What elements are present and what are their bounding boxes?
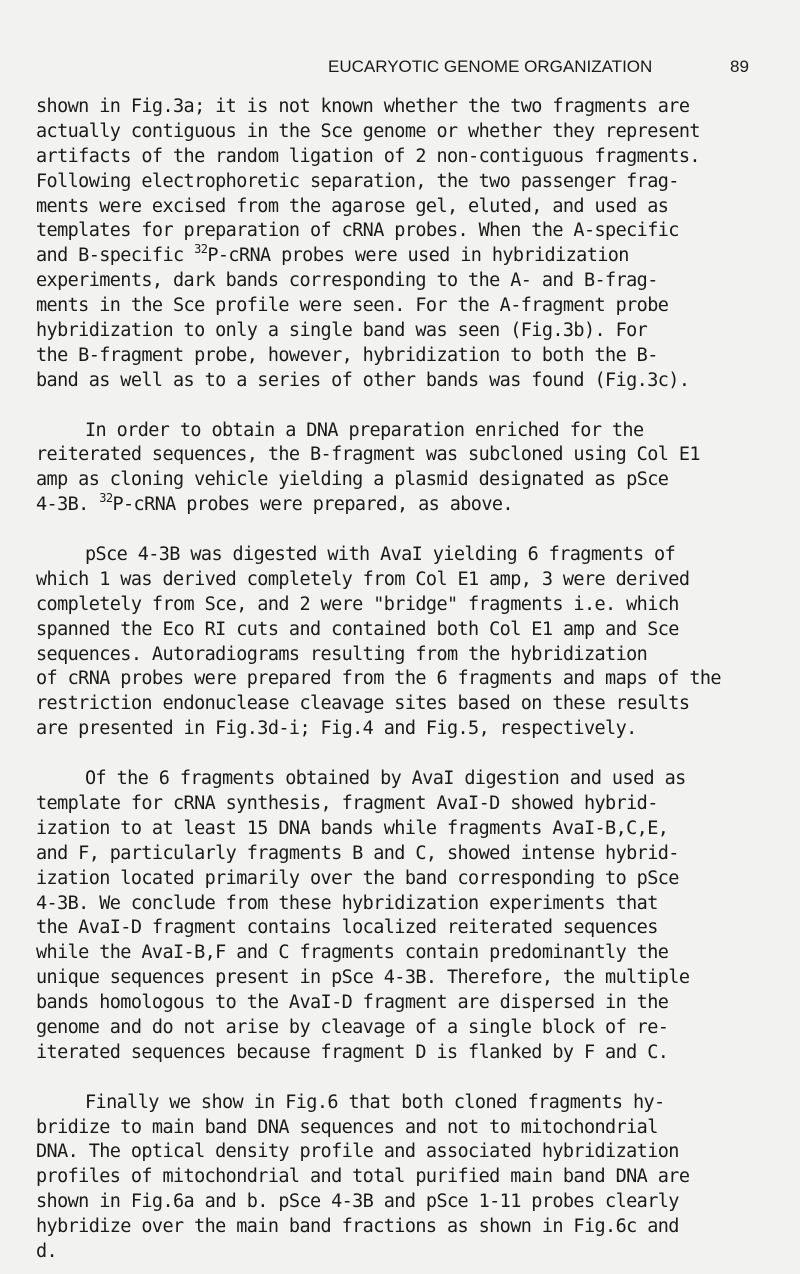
text-line: templates for preparation of cRNA probes. When the A-specific — [36, 220, 679, 242]
paragraph — [36, 95, 796, 394]
text-line: band as well as to a series of other bands was found (Fig.3c). — [36, 369, 690, 391]
text-line: experiments, dark bands corresponding to the A- and B-frag- — [36, 270, 658, 292]
text-line: artifacts of the random ligation of 2 non-contiguous fragments. — [36, 145, 700, 167]
text-line: which 1 was derived completely from Col E1 amp, 3 were derived — [36, 568, 690, 590]
text-line: hybridization to only a single band was seen (Fig.3b). For — [36, 320, 648, 342]
paragraph — [36, 1091, 796, 1265]
text-line: actually contiguous in the Sce genome or whether they represent — [36, 120, 700, 142]
text-line: while the AvaI-B,F and C fragments contain predominantly the — [36, 942, 669, 964]
text-line: completely from Sce, and 2 were "bridge" fragments i.e. which — [36, 593, 679, 615]
isotope-superscript: 32 — [99, 491, 113, 506]
text-line: ments were excised from the agarose gel, eluted, and used as — [36, 195, 669, 217]
text-line: template for cRNA synthesis, fragment AvaI-D showed hybrid- — [36, 792, 658, 814]
text-line — [36, 244, 796, 269]
text-line: DNA. The optical density profile and associated hybridization — [36, 1141, 679, 1163]
paragraph — [36, 419, 796, 519]
text-line: 4-3B. We conclude from these hybridization experiments that — [36, 892, 658, 914]
text-line: spanned the Eco RI cuts and contained both Col E1 amp and Sce — [36, 618, 679, 640]
text-line: and F, particularly fragments B and C, showed intense hybrid- — [36, 842, 679, 864]
page-header — [0, 57, 800, 81]
text-fragment: 4-3B. — [36, 494, 100, 516]
text-fragment: P-cRNA probes were prepared, as above. — [112, 494, 513, 516]
text-fragment: P-cRNA probes were used in hybridization — [207, 245, 629, 267]
text-line: In order to obtain a DNA preparation enriched for the — [85, 419, 644, 441]
text-line: restriction endonuclease cleavage sites based on these results — [36, 693, 690, 715]
text-line: are presented in Fig.3d-i; Fig.4 and Fig.5, respectively. — [36, 718, 637, 740]
text-line: pSce 4-3B was digested with AvaI yielding 6 fragments of — [85, 544, 676, 566]
text-line: d. — [36, 1240, 58, 1262]
text-line: the B-fragment probe, however, hybridization to both the B- — [36, 344, 658, 366]
text-line: of cRNA probes were prepared from the 6 fragments and maps of the — [36, 668, 721, 690]
page-number: 89 — [730, 57, 749, 76]
text-fragment: and B-specific — [36, 245, 195, 267]
text-line: genome and do not arise by cleavage of a single block of re- — [36, 1016, 669, 1038]
text-line — [36, 493, 796, 518]
text-line: Finally we show in Fig.6 that both cloned fragments hy- — [85, 1091, 665, 1113]
text-line: ments in the Sce profile were seen. For the A-fragment probe — [36, 295, 669, 317]
body-text — [36, 95, 796, 1265]
text-line: unique sequences present in pSce 4-3B. Therefore, the multiple — [36, 967, 690, 989]
text-line: shown in Fig.6a and b. pSce 4-3B and pSce 1-11 probes clearly — [36, 1191, 679, 1213]
text-line: reiterated sequences, the B-fragment was subcloned using Col E1 — [36, 444, 700, 466]
text-line: shown in Fig.3a; it is not known whether the two fragments are — [36, 96, 690, 117]
text-line: bridize to main band DNA sequences and not to mitochondrial — [36, 1116, 658, 1138]
text-line: ization located primarily over the band corresponding to pSce — [36, 867, 679, 889]
text-line: amp as cloning vehicle yielding a plasmid designated as pSce — [36, 469, 669, 491]
text-line: profiles of mitochondrial and total purified main band DNA are — [36, 1166, 690, 1188]
text-line: Of the 6 fragments obtained by AvaI digestion and used as — [85, 768, 686, 790]
text-line: hybridize over the main band fractions as shown in Fig.6c and — [36, 1216, 679, 1238]
text-line: iterated sequences because fragment D is flanked by F and C. — [36, 1041, 669, 1063]
text-line: the AvaI-D fragment contains localized reiterated sequences — [36, 917, 658, 939]
text-line: sequences. Autoradiograms resulting from the hybridization — [36, 643, 648, 665]
paragraph — [36, 767, 796, 1066]
text-line: bands homologous to the AvaI-D fragment are dispersed in the — [36, 992, 669, 1014]
text-line: ization to at least 15 DNA bands while fragments AvaI-B,C,E, — [36, 817, 669, 839]
text-line: Following electrophoretic separation, the two passenger frag- — [36, 170, 679, 192]
running-head: EUCARYOTIC GENOME ORGANIZATION — [328, 57, 653, 76]
paragraph — [36, 543, 796, 742]
isotope-superscript: 32 — [194, 242, 208, 257]
